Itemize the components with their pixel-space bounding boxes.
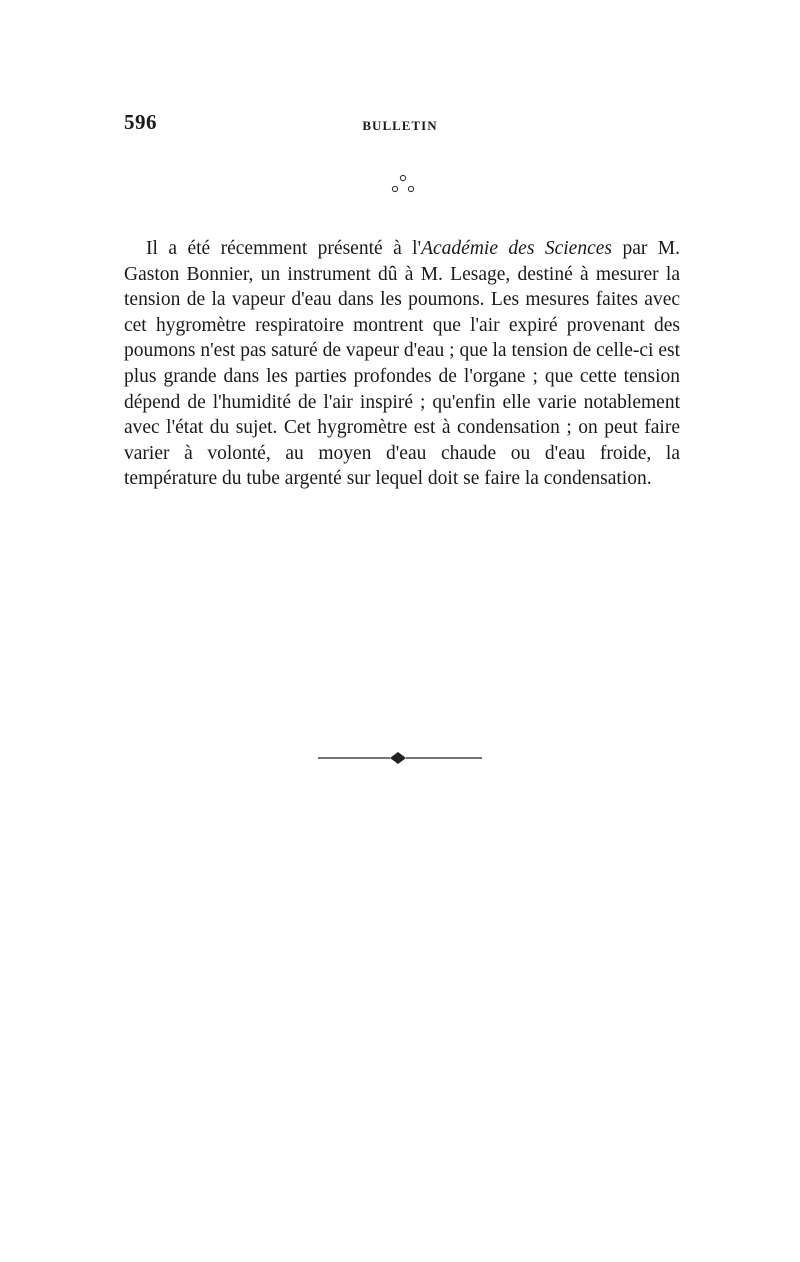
paragraph-text-rest: par M. Gaston Bonnier, un instrument dû à M. Lesage, destiné à mesurer la tension de la vapeur d'eau dans les poumons. Les mesures faites avec cet hygromètre respiratoire montrent que l'air expiré provenant des poumons n'est pas saturé de vapeur d'eau ; que la tension de celle-ci est plus grande dans les parties profondes de l'organe ; que cette tension dépend de l'humidité de l'air inspiré ; qu'enfin elle varie notablement avec l'état du sujet. Cet hygromètre est à condensation ; on peut faire varier à volonté, au moyen d'eau chaude ou d'eau froide, la température du tube argenté sur lequel doit se faire la condensation. [124, 238, 680, 490]
page-number: 596 [124, 110, 157, 134]
diamond-rule-icon [318, 752, 482, 764]
academy-name: Académie des Sciences [421, 238, 612, 259]
main-paragraph [124, 236, 680, 492]
paragraph-text-start: Il a été récemment présenté à l' [146, 238, 422, 259]
running-title: BULLETIN [362, 118, 438, 133]
asterism-icon [388, 172, 418, 196]
